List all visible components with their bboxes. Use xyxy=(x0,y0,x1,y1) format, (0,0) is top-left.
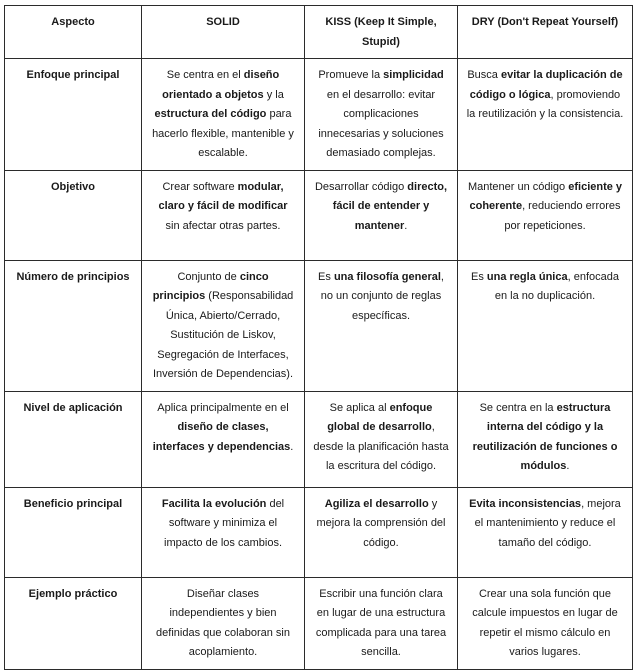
header-dry: DRY (Don't Repeat Yourself) xyxy=(458,6,633,59)
cell-text-bold: una regla única xyxy=(486,270,568,283)
cell-text-bold: directo, fácil de entender y mantener xyxy=(332,180,448,232)
row-label: Beneficio principal xyxy=(5,487,142,577)
cell-text: , enfocada en la no duplicación. xyxy=(494,270,619,302)
comparison-table xyxy=(4,5,633,670)
cell-kiss xyxy=(305,59,458,171)
cell-text: Conjunto de xyxy=(177,270,240,283)
cell-dry xyxy=(458,577,633,669)
cell-text: . xyxy=(404,219,408,232)
cell-text-bold: diseño de clases, interfaces y dependencias xyxy=(152,421,291,453)
table-row xyxy=(5,487,633,577)
cell-text-bold: Evita inconsistencias xyxy=(469,497,582,510)
cell-text: , reduciendo errores por repeticiones. xyxy=(504,200,621,232)
row-label: Nivel de aplicación xyxy=(5,391,142,487)
cell-text: Es xyxy=(471,270,487,283)
header-aspect: Aspecto xyxy=(5,6,142,59)
header-row xyxy=(5,6,633,59)
cell-text-bold: enfoque global de desarrollo xyxy=(327,401,433,433)
row-label: Ejemplo práctico xyxy=(5,577,142,669)
cell-solid xyxy=(142,59,305,171)
table-row xyxy=(5,260,633,391)
cell-solid xyxy=(142,260,305,391)
cell-kiss xyxy=(305,487,458,577)
cell-text-bold: estructura del código xyxy=(154,108,267,120)
row-label: Enfoque principal xyxy=(5,59,142,171)
cell-kiss xyxy=(305,391,458,487)
cell-text: Es xyxy=(318,270,334,283)
table-row xyxy=(5,577,633,669)
cell-text: , mejora el mantenimiento y reduce el tamaño del código. xyxy=(474,497,621,549)
cell-text: , desde la planificación hasta la escritura del código. xyxy=(313,421,449,472)
cell-text: sin afectar otras partes. xyxy=(165,219,281,232)
cell-solid xyxy=(142,577,305,669)
cell-text: Desarrollar código xyxy=(314,180,408,193)
cell-solid xyxy=(142,487,305,577)
cell-text-bold: Agiliza el desarrollo xyxy=(324,497,429,510)
cell-dry xyxy=(458,59,633,171)
cell-dry xyxy=(458,260,633,391)
cell-solid xyxy=(142,391,305,487)
cell-dry xyxy=(458,487,633,577)
cell-dry xyxy=(458,170,633,260)
cell-text: Se centra en la xyxy=(479,401,557,414)
header-solid: SOLID xyxy=(142,6,305,59)
cell-text-bold: cinco principios xyxy=(152,270,269,302)
cell-text: Diseñar clases independientes y bien definidas que colaboran sin acoplamiento. xyxy=(156,587,290,658)
header-kiss: KISS (Keep It Simple, Stupid) xyxy=(305,6,458,59)
cell-text: Promueve la xyxy=(318,69,384,81)
cell-solid xyxy=(142,170,305,260)
cell-text-bold: simplicidad xyxy=(383,69,444,81)
row-label: Número de principios xyxy=(5,260,142,391)
cell-text: . xyxy=(290,440,294,453)
cell-text: del software y minimiza el impacto de los cambios. xyxy=(164,497,285,549)
cell-text: Busca xyxy=(467,69,501,81)
cell-text: . xyxy=(566,460,570,472)
cell-text-bold: modular, claro y fácil de modificar xyxy=(158,180,288,212)
cell-text: y la xyxy=(263,88,284,101)
row-label: Objetivo xyxy=(5,170,142,260)
cell-text: (Responsabilidad Única, Abierto/Cerrado, Sustitución de Liskov, Segregación de Interfaces, Inversión de Dependencias). xyxy=(152,290,294,380)
table-row xyxy=(5,391,633,487)
cell-kiss xyxy=(305,170,458,260)
cell-dry xyxy=(458,391,633,487)
cell-text-bold: eficiente y coherente xyxy=(469,180,623,212)
cell-text-bold: estructura interna del código y la reutilización de funciones o módulos xyxy=(472,401,618,472)
cell-text: Se centra en el xyxy=(166,69,244,81)
table-row xyxy=(5,170,633,260)
cell-text-bold: una filosofía general xyxy=(333,270,441,283)
cell-text-bold: diseño orientado a objetos xyxy=(162,69,280,101)
cell-text: y mejora la comprensión del código. xyxy=(316,497,446,549)
cell-text: , no un conjunto de reglas específicas. xyxy=(320,270,444,322)
cell-text: Escribir una función clara en lugar de una estructura complicada para una tarea sencilla. xyxy=(315,587,447,658)
cell-kiss xyxy=(305,260,458,391)
cell-text-bold: evitar la duplicación de código o lógica xyxy=(469,69,623,101)
table-row xyxy=(5,59,633,171)
cell-text: , promoviendo la reutilización y la consistencia. xyxy=(466,88,624,120)
cell-text: Mantener un código xyxy=(467,180,569,193)
cell-text: Crear software xyxy=(162,180,238,193)
cell-text: para hacerlo flexible, mantenible y escalable. xyxy=(152,108,294,159)
cell-text: Crear una sola función que calcule impuestos en lugar de repetir el mismo cálculo en varios lugares. xyxy=(472,587,618,658)
cell-kiss xyxy=(305,577,458,669)
cell-text-bold: Facilita la evolución xyxy=(161,497,267,510)
cell-text: Aplica principalmente en el xyxy=(157,401,289,414)
cell-text: en el desarrollo: evitar complicaciones innecesarias y soluciones demasiado complejas. xyxy=(318,88,444,159)
cell-text: Se aplica al xyxy=(329,401,390,414)
